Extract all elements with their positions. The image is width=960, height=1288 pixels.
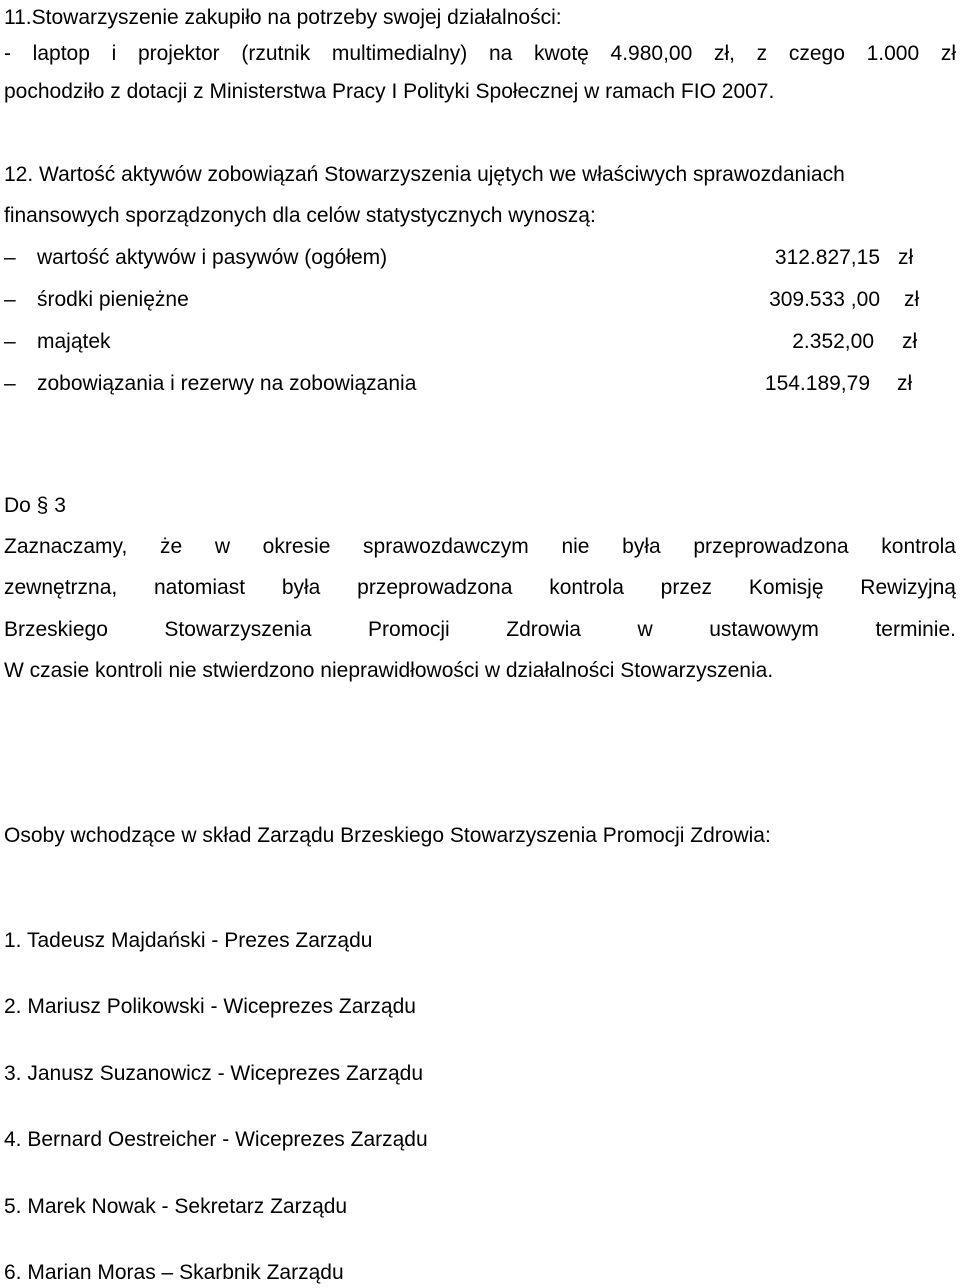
board-intro: Osoby wchodzące w skład Zarządu Brzeskiego Stowarzyszenia Promocji Zdrowia: (4, 824, 771, 847)
asset-unit: zł (902, 330, 918, 353)
section-12-line-2: finansowych sporządzonych dla celów statystycznych wynoszą: (4, 204, 596, 227)
asset-amount: 154.189,79 (764, 372, 870, 395)
section-3-line-4: W czasie kontroli nie stwierdzono nieprawidłowości w działalności Stowarzyszenia. (4, 659, 774, 682)
list-item: 3. Janusz Suzanowicz - Wiceprezes Zarządu (4, 1062, 424, 1085)
section-12-line-1: 12. Wartość aktywów zobowiązań Stowarzyszenia ujętych we właściwych sprawozdaniach (4, 163, 845, 186)
section-3-line-1: Zaznaczamy, że w okresie sprawozdawczym nie była przeprowadzona kontrola (4, 535, 956, 558)
asset-unit: zł (904, 288, 920, 311)
list-item: 6. Marian Moras – Skarbnik Zarządu (4, 1261, 344, 1284)
asset-label: środki pieniężne (37, 288, 189, 311)
list-dash: – (4, 246, 16, 269)
section-3-line-2: zewnętrzna, natomiast była przeprowadzona kontrola przez Komisję Rewizyjną (4, 576, 956, 599)
asset-label: majątek (37, 330, 111, 353)
asset-unit: zł (898, 246, 914, 269)
asset-amount: 312.827,15 (774, 246, 880, 269)
list-dash: – (4, 288, 16, 311)
section-3-heading: Do § 3 (4, 494, 66, 517)
section-11-line-2: pochodziło z dotacji z Ministerstwa Pracy I Polityki Społecznej w ramach FIO 2007. (4, 80, 775, 103)
list-dash: – (4, 330, 16, 353)
list-item: 4. Bernard Oestreicher - Wiceprezes Zarządu (4, 1128, 428, 1151)
section-3-line-3: Brzeskiego Stowarzyszenia Promocji Zdrowia w ustawowym terminie. (4, 618, 956, 641)
asset-amount: 2.352,00 (792, 330, 874, 353)
list-item: 5. Marek Nowak - Sekretarz Zarządu (4, 1195, 348, 1218)
asset-amount: 309.533 ,00 (769, 288, 880, 311)
asset-label: wartość aktywów i pasywów (ogółem) (37, 246, 388, 269)
list-item: 2. Mariusz Polikowski - Wiceprezes Zarządu (4, 995, 416, 1018)
asset-unit: zł (897, 372, 913, 395)
list-dash: – (4, 372, 16, 395)
list-item: 1. Tadeusz Majdański - Prezes Zarządu (4, 929, 373, 952)
section-11-line-1: - laptop i projektor (rzutnik multimedialny) na kwotę 4.980,00 zł, z czego 1.000 zł (4, 42, 956, 65)
section-11-heading: 11.Stowarzyszenie zakupiło na potrzeby swojej działalności: (4, 6, 562, 29)
asset-label: zobowiązania i rezerwy na zobowiązania (37, 372, 417, 395)
